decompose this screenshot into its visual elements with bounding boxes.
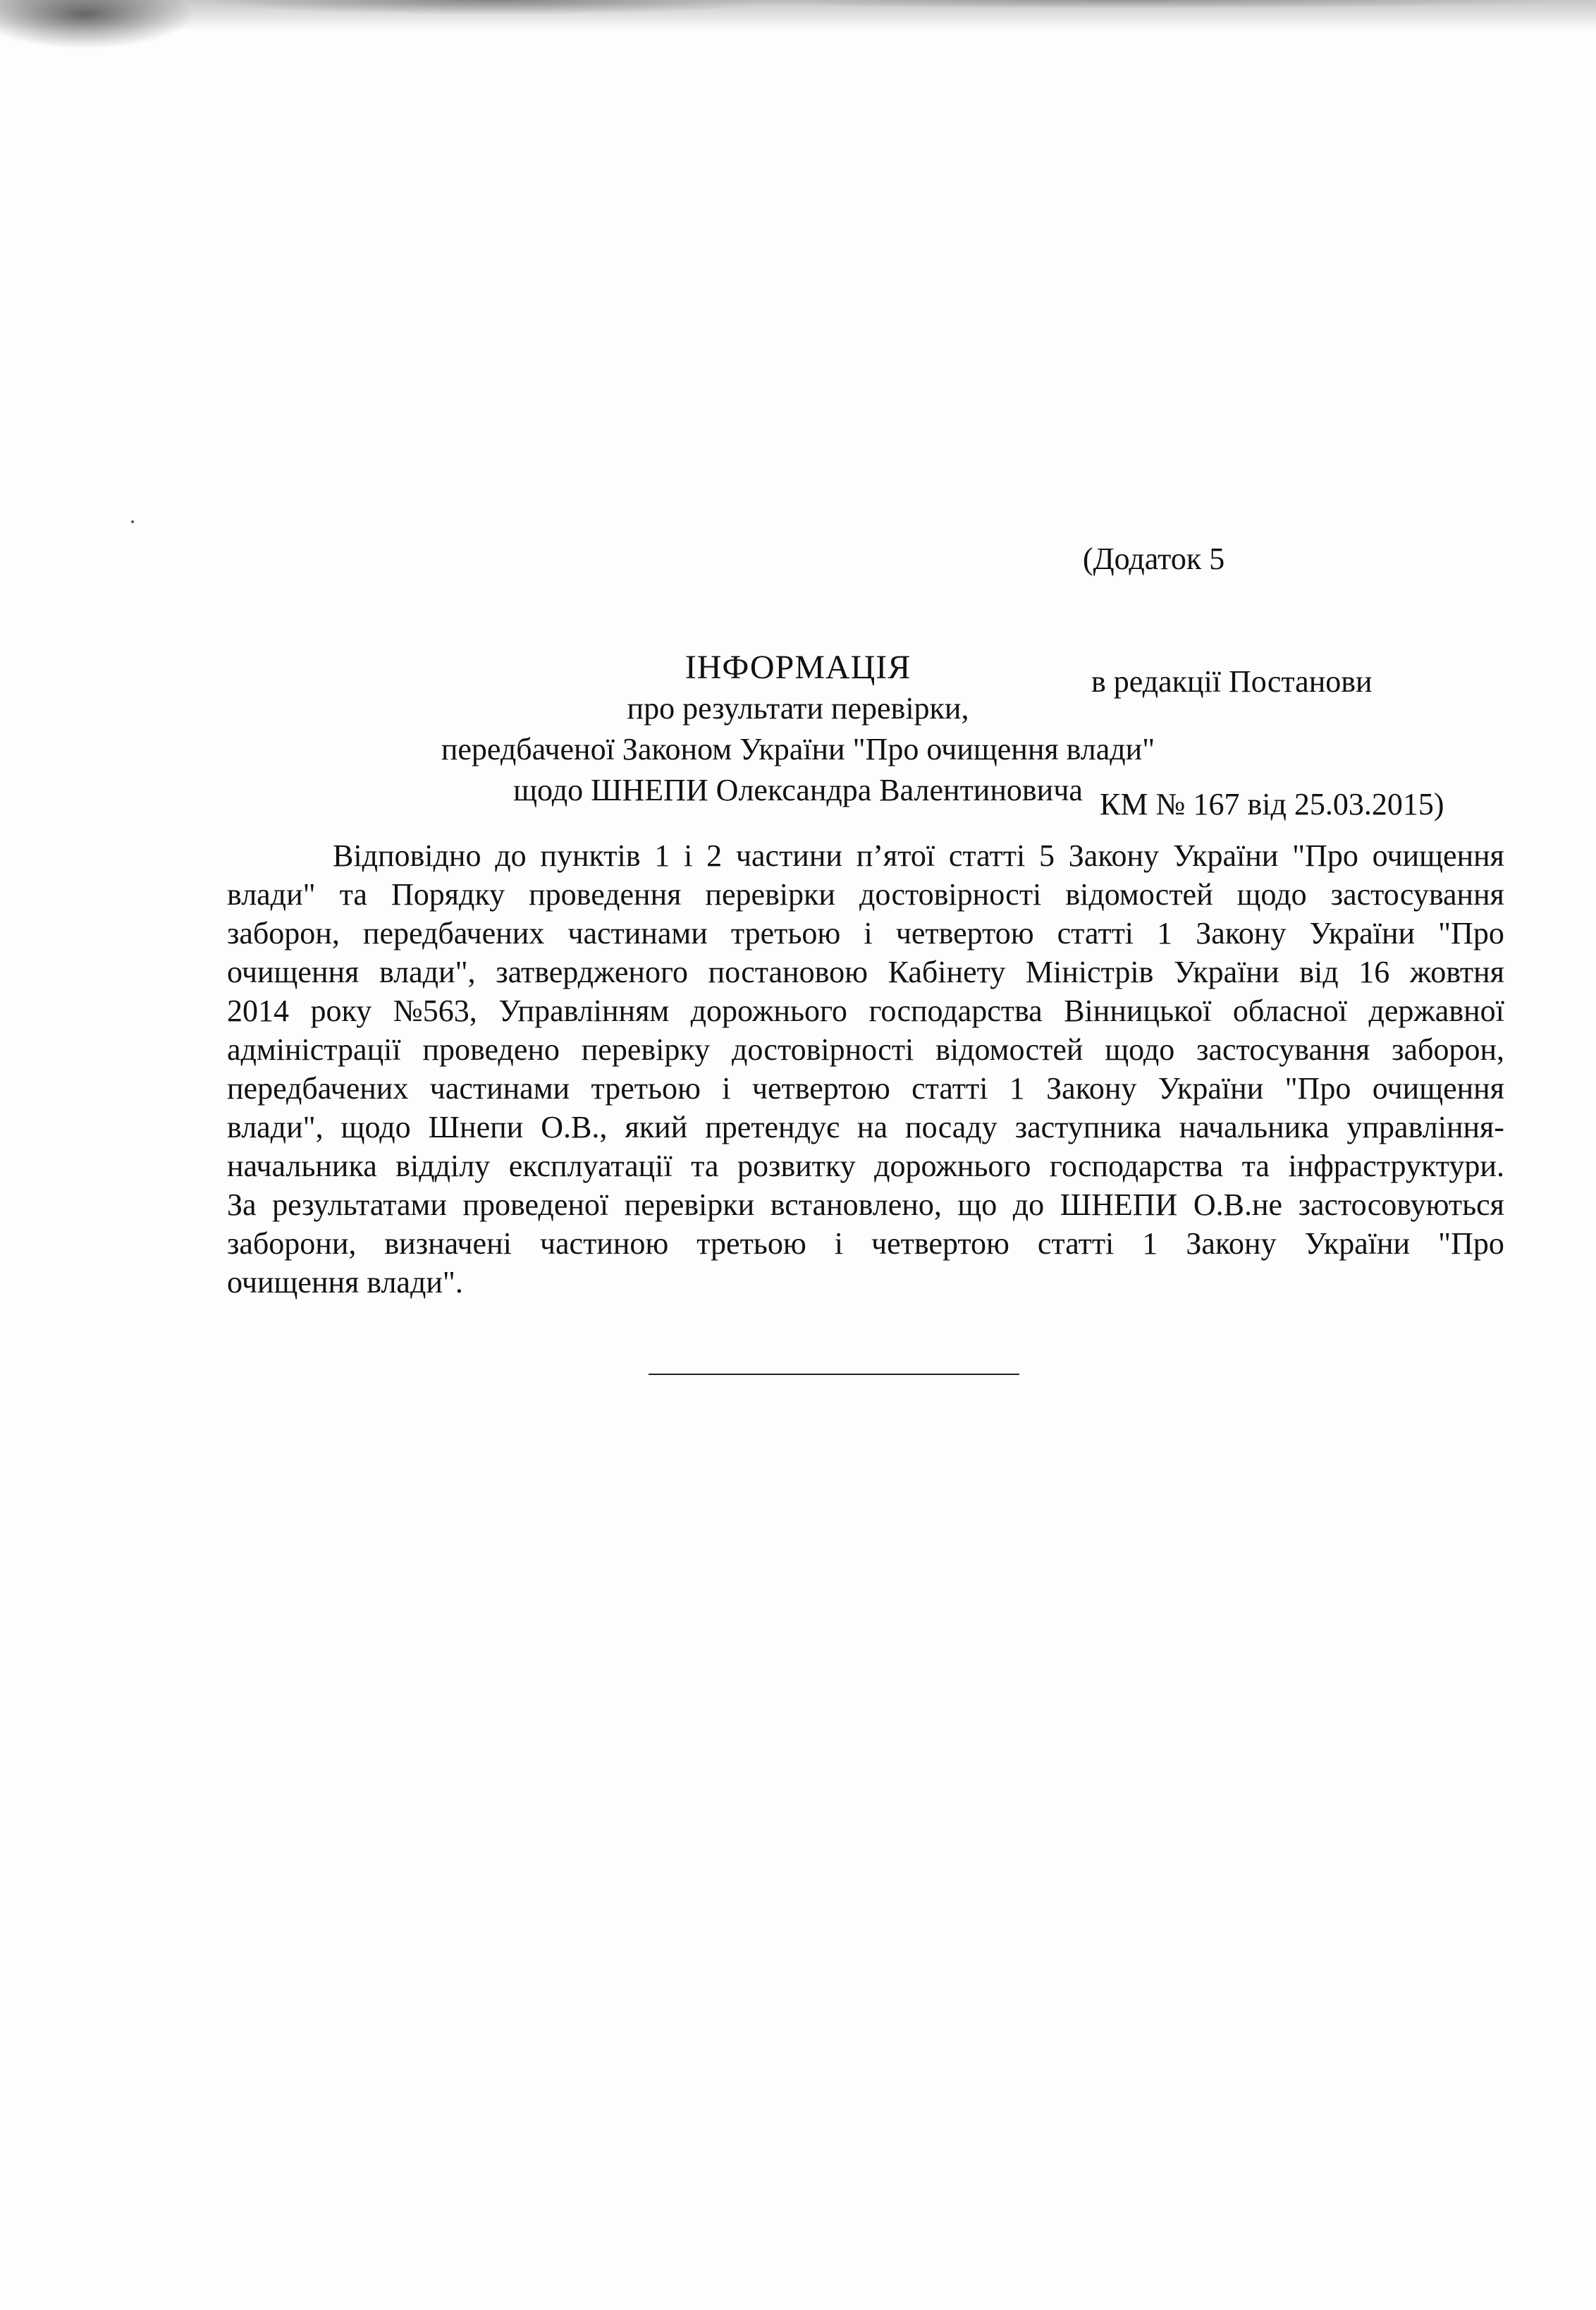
body-word: відомостей [935, 1032, 1084, 1067]
body-word: пунктів [540, 838, 641, 873]
body-word: Вінницької [1064, 994, 1212, 1028]
body-word: заборон, [227, 916, 340, 951]
body-word: частиною [539, 1226, 669, 1261]
body-word: затвердженого [496, 955, 688, 989]
body-word: розвитку [737, 1149, 856, 1183]
body-word: 1 [1157, 916, 1173, 951]
heading-line-2: про результати перевірки, [627, 691, 969, 726]
body-word: заборон, [1392, 1032, 1504, 1067]
body-line [227, 991, 1504, 1030]
body-word: Відповідно [333, 838, 481, 873]
body-word: і [834, 1226, 843, 1261]
body-line: очищення влади". [227, 1265, 463, 1300]
body-word: застосування [1330, 877, 1504, 912]
body-word: третьою [696, 1226, 806, 1261]
body-word: на [857, 1110, 888, 1144]
body-word: від [1299, 955, 1339, 989]
body-word: господарства [1049, 1149, 1224, 1183]
body-word: який [625, 1110, 688, 1144]
body-word: "Про [1284, 1071, 1351, 1106]
body-word: влади" [227, 877, 316, 912]
body-word: статті [1057, 916, 1134, 951]
body-word: експлуатації [508, 1149, 673, 1183]
body-word: року [310, 994, 372, 1028]
body-word: проведено [422, 1032, 560, 1067]
body-word: перевірки [624, 1187, 755, 1222]
heading-line-4: щодо ШНЕПИ Олександра Валентиновича [513, 773, 1083, 807]
body-word: відділу [395, 1149, 491, 1183]
body-word: п’ятої [856, 838, 935, 873]
body-word: заборони, [227, 1226, 357, 1261]
body-word: та [1241, 1149, 1270, 1183]
body-word: перевірку [581, 1032, 711, 1067]
body-word: третьою [730, 916, 841, 951]
body-line [227, 1108, 1504, 1147]
body-word: влади", [379, 955, 476, 989]
appendix-note-line-1: (Додаток 5 [1083, 542, 1225, 576]
body-word: частинами [567, 916, 708, 951]
body-word: четвертою [895, 916, 1034, 951]
body-word: 16 [1358, 955, 1390, 989]
body-word: 1 [1009, 1071, 1025, 1106]
body-word: Управлінням [498, 994, 670, 1028]
body-word: визначені [384, 1226, 512, 1261]
body-word: господарства [868, 994, 1043, 1028]
body-line [227, 1185, 1504, 1224]
body-word: Шнепи [428, 1110, 524, 1144]
body-word: щодо [340, 1110, 411, 1144]
body-line [227, 1030, 1504, 1069]
body-word: постановою [708, 955, 868, 989]
body-word: начальника [227, 1149, 377, 1183]
body-word: 2014 [227, 994, 289, 1028]
body-word: щодо [1105, 1032, 1175, 1067]
body-word: четвертою [751, 1071, 890, 1106]
body-word: 1 [654, 838, 670, 873]
body-word: частинами [429, 1071, 570, 1106]
document-title: ІНФОРМАЦІЯ [685, 649, 911, 686]
body-word: Порядку [391, 877, 505, 912]
scan-speck [131, 520, 134, 523]
body-word: четвертою [871, 1226, 1009, 1261]
body-word: інфраструктури. [1288, 1149, 1504, 1183]
body-word: що [957, 1187, 998, 1222]
body-word: України [1158, 1071, 1264, 1106]
body-word: 5 [1038, 838, 1055, 873]
body-word: претендує [705, 1110, 840, 1144]
body-word: України [1304, 1226, 1411, 1261]
body-word: О.В.не [1193, 1187, 1283, 1222]
scan-artifact [0, 0, 1596, 78]
heading-line-3: передбаченої Законом України "Про очищення влади" [441, 732, 1155, 766]
body-word: За [227, 1187, 257, 1222]
body-word: О.В., [541, 1110, 608, 1144]
body-word: Закону [1196, 916, 1287, 951]
body-word: до [1012, 1187, 1045, 1222]
body-word: Кабінету [888, 955, 1006, 989]
body-word: щодо [1236, 877, 1307, 912]
body-line [227, 836, 1504, 875]
document-heading [0, 647, 1596, 811]
body-word: начальника [1179, 1110, 1330, 1144]
body-word: та [691, 1149, 719, 1183]
body-word: управління- [1346, 1110, 1504, 1144]
body-word: і [864, 916, 873, 951]
body-word: статті [948, 838, 1026, 873]
body-word: достовірності [731, 1032, 914, 1067]
body-word: державної [1368, 994, 1504, 1028]
body-word: передбачених [227, 1071, 409, 1106]
body-word: дорожнього [874, 1149, 1031, 1183]
body-word: влади", [227, 1110, 324, 1144]
appendix-note-line-2: в редакції Постанови [1091, 664, 1373, 699]
body-word: заступника [1014, 1110, 1162, 1144]
body-word: обласної [1232, 994, 1347, 1028]
separator-line [649, 1374, 1019, 1375]
body-word: України [1172, 838, 1279, 873]
body-word: статті [911, 1071, 988, 1106]
body-word: до [495, 838, 527, 873]
body-word: 2 [706, 838, 723, 873]
body-word: Міністрів [1025, 955, 1154, 989]
body-word: посаду [905, 1110, 998, 1144]
body-word: ШНЕПИ [1060, 1187, 1178, 1222]
body-line [227, 953, 1504, 991]
body-word: очищення [1372, 838, 1504, 873]
body-word: частини [735, 838, 842, 873]
body-word: України [1174, 955, 1279, 989]
body-line [227, 1224, 1504, 1263]
body-word: "Про [1438, 916, 1504, 951]
body-word: результатами [272, 1187, 447, 1222]
body-word: та [339, 877, 367, 912]
body-word: очищення [1372, 1071, 1504, 1106]
body-word: і [684, 838, 693, 873]
body-line [227, 914, 1504, 953]
body-word: Закону [1186, 1226, 1277, 1261]
body-word: достовірності [859, 877, 1042, 912]
body-word: очищення [227, 955, 360, 989]
body-line [227, 875, 1504, 914]
body-line [227, 1069, 1504, 1108]
body-word: дорожнього [690, 994, 847, 1028]
body-word: "Про [1292, 838, 1358, 873]
body-word: і [722, 1071, 731, 1106]
body-word: Закону [1068, 838, 1160, 873]
body-word: третьою [591, 1071, 701, 1106]
body-word: України [1309, 916, 1416, 951]
body-word: застосування [1196, 1032, 1370, 1067]
appendix-note-line-3: КМ № 167 від 25.03.2015) [1100, 787, 1444, 821]
body-word: №563, [393, 994, 477, 1028]
body-paragraph [227, 836, 1504, 1302]
body-word: "Про [1438, 1226, 1504, 1261]
body-word: адміністрації [227, 1032, 401, 1067]
body-word: статті [1037, 1226, 1115, 1261]
body-word: застосовуються [1298, 1187, 1504, 1222]
body-word: передбачених [362, 916, 545, 951]
body-word: проведеної [462, 1187, 609, 1222]
body-word: перевірки [705, 877, 835, 912]
body-word: встановлено, [770, 1187, 942, 1222]
body-word: Закону [1046, 1071, 1137, 1106]
body-word: жовтня [1409, 955, 1504, 989]
body-word: відомостей [1065, 877, 1213, 912]
body-word: 1 [1142, 1226, 1158, 1261]
body-word: проведення [529, 877, 682, 912]
body-line [227, 1147, 1504, 1185]
